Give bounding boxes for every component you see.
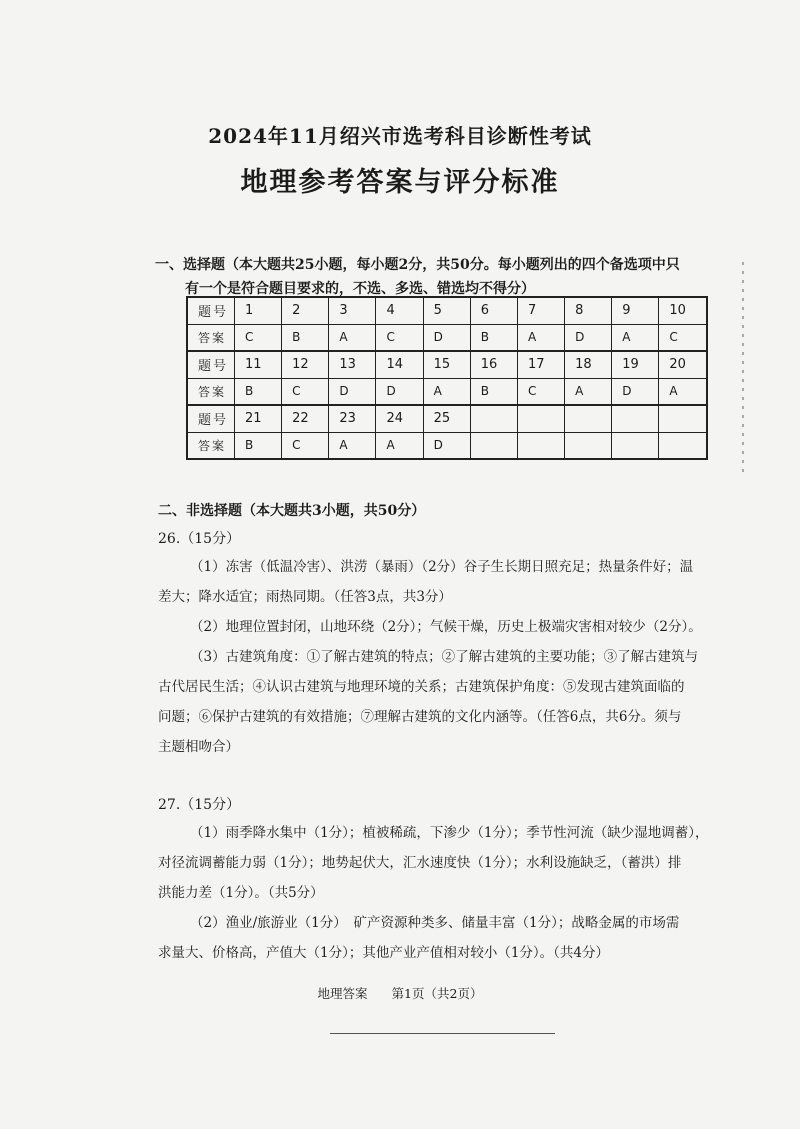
- question-number-cell: 7: [517, 297, 564, 324]
- answer-row: [187, 378, 707, 405]
- answer-cell: B: [470, 378, 517, 405]
- question-number-cell: 10: [659, 297, 707, 324]
- q26-part1-line2: 差大；降水适宜；雨热同期。（任答3点，共3分）: [158, 589, 452, 605]
- question-number-cell: 13: [329, 351, 376, 378]
- section1-line1: 一、选择题（本大题共25小题，每小题2分，共50分。每小题列出的四个备选项中只: [155, 257, 680, 273]
- question-number-cell: 12: [282, 351, 329, 378]
- q26-part3: [158, 642, 718, 762]
- answer-cell: B: [235, 432, 282, 459]
- question-number-cell: [517, 405, 564, 432]
- answer-label: 答案: [187, 378, 235, 405]
- answer-cell: D: [329, 378, 376, 405]
- answer-row: [187, 324, 707, 351]
- answer-cell: C: [517, 378, 564, 405]
- footer-page-number: 第1页（共2页）: [391, 986, 483, 1001]
- q27-part1-line2: 对径流调蓄能力弱（1分）；地势起伏大，汇水速度快（1分）；水利设施缺乏，（蓄洪）排: [158, 855, 682, 871]
- answer-cell: [659, 432, 707, 459]
- question-number-cell: 2: [282, 297, 329, 324]
- question-number-cell: [470, 405, 517, 432]
- question-number-cell: 9: [612, 297, 659, 324]
- answer-cell: C: [659, 324, 707, 351]
- answer-cell: C: [282, 378, 329, 405]
- answer-cell: A: [376, 432, 423, 459]
- answer-cell: D: [423, 432, 470, 459]
- q26-part3-line3: 问题；⑥保护古建筑的有效措施；⑦理解古建筑的文化内涵等。（任答6点，共6分。须与: [158, 709, 682, 725]
- question-number-cell: 16: [470, 351, 517, 378]
- answer-cell: A: [423, 378, 470, 405]
- answer-cell: D: [376, 378, 423, 405]
- q26-part2-line1: （2）地理位置封闭，山地环绕（2分）；气候干燥，历史上极端灾害相对较少（2分）。: [190, 619, 702, 635]
- answer-cell: [517, 432, 564, 459]
- footer-rule: [330, 1033, 555, 1034]
- q26-part1: [158, 552, 718, 612]
- q26-part3-line1: （3）古建筑角度：①了解古建筑的特点；②了解古建筑的主要功能；③了解古建筑与: [190, 649, 699, 665]
- answer-label: 答案: [187, 324, 235, 351]
- question-number-cell: 25: [423, 405, 470, 432]
- answer-cell: D: [565, 324, 612, 351]
- q27-part1-line1: （1）雨季降水集中（1分）；植被稀疏，下渗少（1分）；季节性河流（缺少湿地调蓄），: [190, 825, 709, 841]
- answer-cell: A: [659, 378, 707, 405]
- question-number-cell: 23: [329, 405, 376, 432]
- answer-row: [187, 432, 707, 459]
- question-number-cell: 24: [376, 405, 423, 432]
- question-number-cell: 5: [423, 297, 470, 324]
- question-number-cell: [565, 405, 612, 432]
- answer-cell: D: [423, 324, 470, 351]
- question-number-cell: 4: [376, 297, 423, 324]
- answer-cell: [470, 432, 517, 459]
- question-number-cell: 20: [659, 351, 707, 378]
- question-number-cell: 18: [565, 351, 612, 378]
- q26-part3-line2: 古代居民生活；④认识古建筑与地理环境的关系；古建筑保护角度：⑤发现古建筑面临的: [158, 679, 685, 695]
- q27-part2: [158, 908, 718, 968]
- question-number-cell: 19: [612, 351, 659, 378]
- section1-instructions: [155, 253, 725, 301]
- question-number-cell: 6: [470, 297, 517, 324]
- question-number-cell: [612, 405, 659, 432]
- question-number-row: [187, 297, 707, 324]
- footer-subject: 地理答案: [317, 986, 368, 1001]
- answer-key-title: 地理参考答案与评分标准: [240, 167, 560, 198]
- answer-cell: B: [235, 378, 282, 405]
- question-number-row: [187, 351, 707, 378]
- q27-part1: [158, 818, 718, 908]
- question-number-cell: 15: [423, 351, 470, 378]
- question-number-cell: 3: [329, 297, 376, 324]
- answer-cell: D: [612, 378, 659, 405]
- question-number-cell: 21: [235, 405, 282, 432]
- q27-part1-line3: 洪能力差（1分）。（共5分）: [158, 885, 324, 901]
- section1-line2: 有一个是符合题目要求的，不选、多选、错选均不得分）: [185, 281, 535, 297]
- q27-part2-line1: （2）渔业/旅游业（1分） 矿产资源种类多、储量丰富（1分）；战略金属的市场需: [190, 915, 680, 931]
- question-number-label: 题号: [187, 297, 235, 324]
- q26-part3-line4: 主题相吻合）: [158, 739, 239, 755]
- q26-part1-line1: （1）冻害（低温冷害）、洪涝（暴雨）（2分）谷子生长期日照充足；热量条件好；温: [190, 559, 694, 575]
- answer-cell: C: [376, 324, 423, 351]
- answer-cell: A: [612, 324, 659, 351]
- question-number-cell: 17: [517, 351, 564, 378]
- answer-label: 答案: [187, 432, 235, 459]
- q26-label: 26.（15分）: [158, 531, 241, 547]
- answer-cell: [565, 432, 612, 459]
- answer-cell: C: [235, 324, 282, 351]
- question-number-row: [187, 405, 707, 432]
- question-number-label: 题号: [187, 405, 235, 432]
- answer-cell: C: [282, 432, 329, 459]
- question-number-cell: 8: [565, 297, 612, 324]
- question-number-cell: 1: [235, 297, 282, 324]
- question-number-cell: 22: [282, 405, 329, 432]
- q27-part2-line2: 求量大、价格高，产值大（1分）；其他产业产值相对较小（1分）。（共4分）: [158, 945, 610, 961]
- choice-answer-table: [186, 296, 708, 460]
- answer-cell: B: [470, 324, 517, 351]
- page-footer: [0, 984, 800, 1002]
- answer-cell: A: [329, 324, 376, 351]
- question-number-cell: 11: [235, 351, 282, 378]
- answer-cell: A: [565, 378, 612, 405]
- answer-cell: A: [517, 324, 564, 351]
- question-number-cell: [659, 405, 707, 432]
- question-number-label: 题号: [187, 351, 235, 378]
- exam-title: 2024年11月绍兴市选考科目诊断性考试: [208, 124, 592, 148]
- section2-heading: 二、非选择题（本大题共3小题，共50分）: [158, 503, 426, 519]
- answer-cell: B: [282, 324, 329, 351]
- q26-part2: [158, 612, 718, 642]
- question-number-cell: 14: [376, 351, 423, 378]
- q27-label: 27.（15分）: [158, 797, 241, 813]
- answer-cell: A: [329, 432, 376, 459]
- answer-cell: [612, 432, 659, 459]
- margin-scan-mark: [742, 262, 744, 472]
